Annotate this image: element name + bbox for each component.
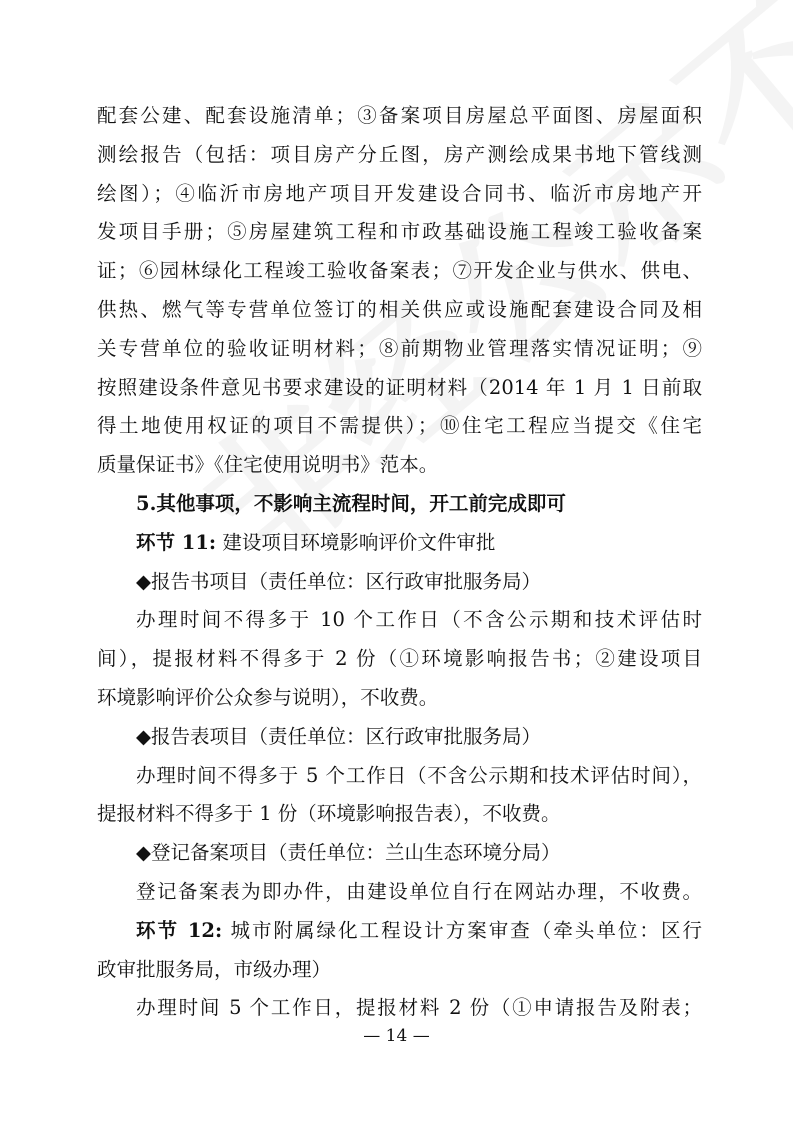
paragraph-line: 政审批服务局，市级办理）: [97, 957, 332, 981]
paragraph-line: 登记备案表为即办件，由建设单位自行在网站办理，不收费。: [136, 879, 702, 903]
registration-title: ◆登记备案项目（责任单位：兰山生态环境分局）: [136, 841, 561, 865]
paragraph-line: 得土地使用权证的项目不需提供）；⑩住宅工程应当提交《住宅: [97, 414, 702, 438]
paragraph-line: 测绘报告（包括：项目房产分丘图，房产测绘成果书地下管线测: [97, 142, 702, 166]
paragraph-line: 办理时间不得多于 10 个工作日（不含公示期和技术评估时: [136, 608, 702, 632]
step-11: [97, 524, 702, 563]
step-title: 城市附属绿化工程设计方案审查（牵头单位：区行: [230, 918, 702, 942]
document-body: [97, 97, 702, 1028]
paragraph-line: 关专营单位的验收证明材料；⑧前期物业管理落实情况证明；⑨: [97, 336, 702, 360]
step-label: 环节 12:: [136, 918, 223, 942]
paragraph-line: 提报材料不得多于 1 份（环境影响报告表），不收费。: [97, 802, 561, 826]
page-number: — 14 —: [363, 1026, 430, 1046]
step-label: 环节 11:: [136, 530, 217, 554]
report-book-title: ◆报告书项目（责任单位：区行政审批服务局）: [136, 569, 541, 593]
paragraph-line: 绘图）；④临沂市房地产项目开发建设合同书、临沂市房地产开: [97, 181, 702, 205]
paragraph-line: 证；⑥园林绿化工程竣工验收备案表；⑦开发企业与供水、供电、: [97, 259, 702, 283]
paragraph-line: 质量保证书》《住宅使用说明书》范本。: [97, 453, 439, 477]
paragraph-line: 办理时间 5 个工作日，提报材料 2 份（①申请报告及附表；: [136, 996, 702, 1020]
paragraph-line: 环境影响评价公众参与说明），不收费。: [97, 685, 439, 709]
paragraph-line: 配套公建、配套设施清单；③备案项目房屋总平面图、房屋面积: [97, 104, 702, 127]
report-table-title: ◆报告表项目（责任单位：区行政审批服务局）: [136, 724, 541, 748]
paragraph-line: 间），提报材料不得多于 2 份（①环境影响报告书；②建设项目: [97, 647, 702, 671]
step-12: [97, 912, 702, 951]
section-heading: 5.其他事项，不影响主流程时间，开工前完成即可: [136, 491, 566, 515]
step-title: 建设项目环境影响评价文件审批: [222, 530, 496, 554]
paragraph-line: 发项目手册；⑤房屋建筑工程和市政基础设施工程竣工验收备案: [97, 220, 702, 244]
paragraph-line: 供热、燃气等专营单位签订的相关供应或设施配套建设合同及相: [97, 297, 702, 321]
paragraph-line: 按照建设条件意见书要求建设的证明材料（2014 年 1 月 1 日前取: [97, 375, 702, 399]
paragraph-line: 办理时间不得多于 5 个工作日（不含公示期和技术评估时间），: [136, 763, 702, 787]
